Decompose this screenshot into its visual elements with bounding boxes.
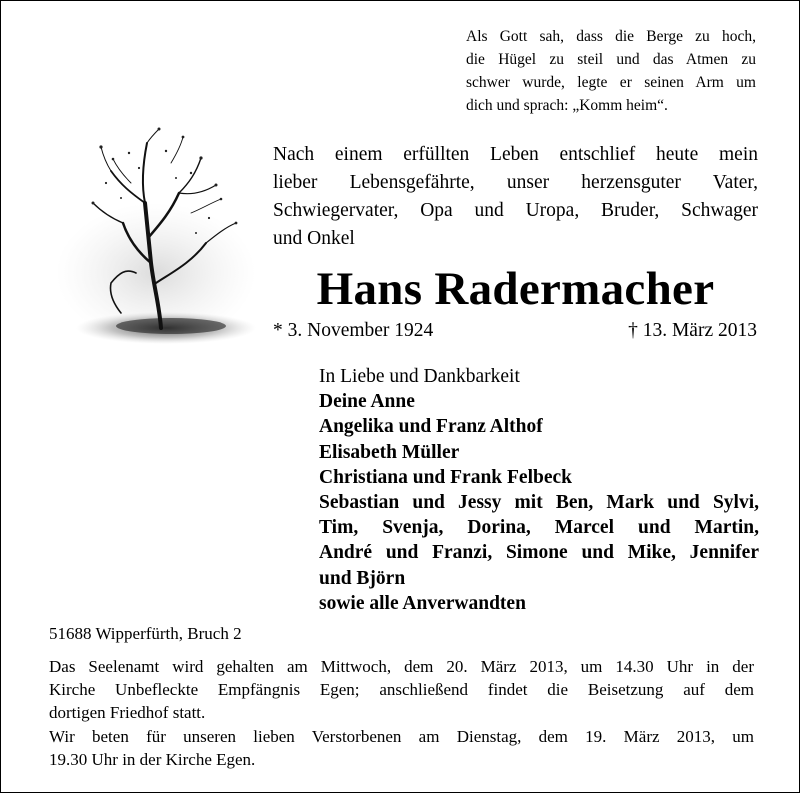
family-member: Christiana und Frank Felbeck — [319, 466, 572, 488]
intro-text — [273, 141, 758, 253]
family-member: sowie alle Anverwandten — [319, 592, 526, 614]
intro-line: Nach einem erfüllten Leben entschlief heute mein — [273, 144, 758, 165]
intro-line: Schwiegervater, Opa und Uropa, Bruder, Schwager — [273, 200, 758, 221]
poem-line: die Hügel zu steil und das Atmen zu — [466, 51, 756, 68]
family-member: Tim, Svenja, Dorina, Marcel und Martin, — [319, 517, 759, 539]
tree-icon — [51, 123, 261, 355]
deceased-name: Hans Radermacher — [316, 263, 715, 315]
family-member: und Björn — [319, 567, 406, 589]
info-line: Kirche Unbefleckte Empfängnis Egen; anschließend findet die Beisetzung auf dem — [49, 680, 754, 700]
address: 51688 Wipperfürth, Bruch 2 — [49, 624, 242, 643]
death-date: † 13. März 2013 — [628, 320, 757, 341]
intro-line: lieber Lebensgefährte, unser herzensguter Vater, — [273, 172, 758, 193]
family-member: Angelika und Franz Althof — [319, 416, 543, 438]
family-member: Sebastian und Jessy mit Ben, Mark und Sylvi, — [319, 492, 759, 514]
info-line: 19.30 Uhr in der Kirche Egen. — [49, 749, 256, 769]
family-heading: In Liebe und Dankbarkeit — [319, 366, 520, 387]
poem-line: dich und sprach: „Komm heim“. — [466, 97, 668, 114]
intro-line: und Onkel — [273, 228, 355, 249]
family-member: André und Franzi, Simone und Mike, Jennifer — [319, 542, 759, 564]
poem — [466, 25, 756, 117]
life-dates — [273, 318, 757, 344]
info-line: Das Seelenamt wird gehalten am Mittwoch, dem 20. März 2013, um 14.30 Uhr in der — [49, 657, 754, 676]
info-line: dortigen Friedhof statt. — [49, 703, 206, 723]
family-member: Deine Anne — [319, 391, 415, 413]
service-info — [49, 655, 754, 771]
poem-line: Als Gott sah, dass die Berge zu hoch, — [466, 28, 756, 45]
family-signature — [319, 364, 759, 616]
birth-date: * 3. November 1924 — [273, 320, 434, 341]
info-line: Wir beten für unseren lieben Verstorbenen am Dienstag, dem 19. März 2013, um — [49, 726, 754, 746]
family-member: Elisabeth Müller — [319, 441, 460, 463]
poem-line: schwer wurde, legte er seinen Arm um — [466, 74, 756, 91]
